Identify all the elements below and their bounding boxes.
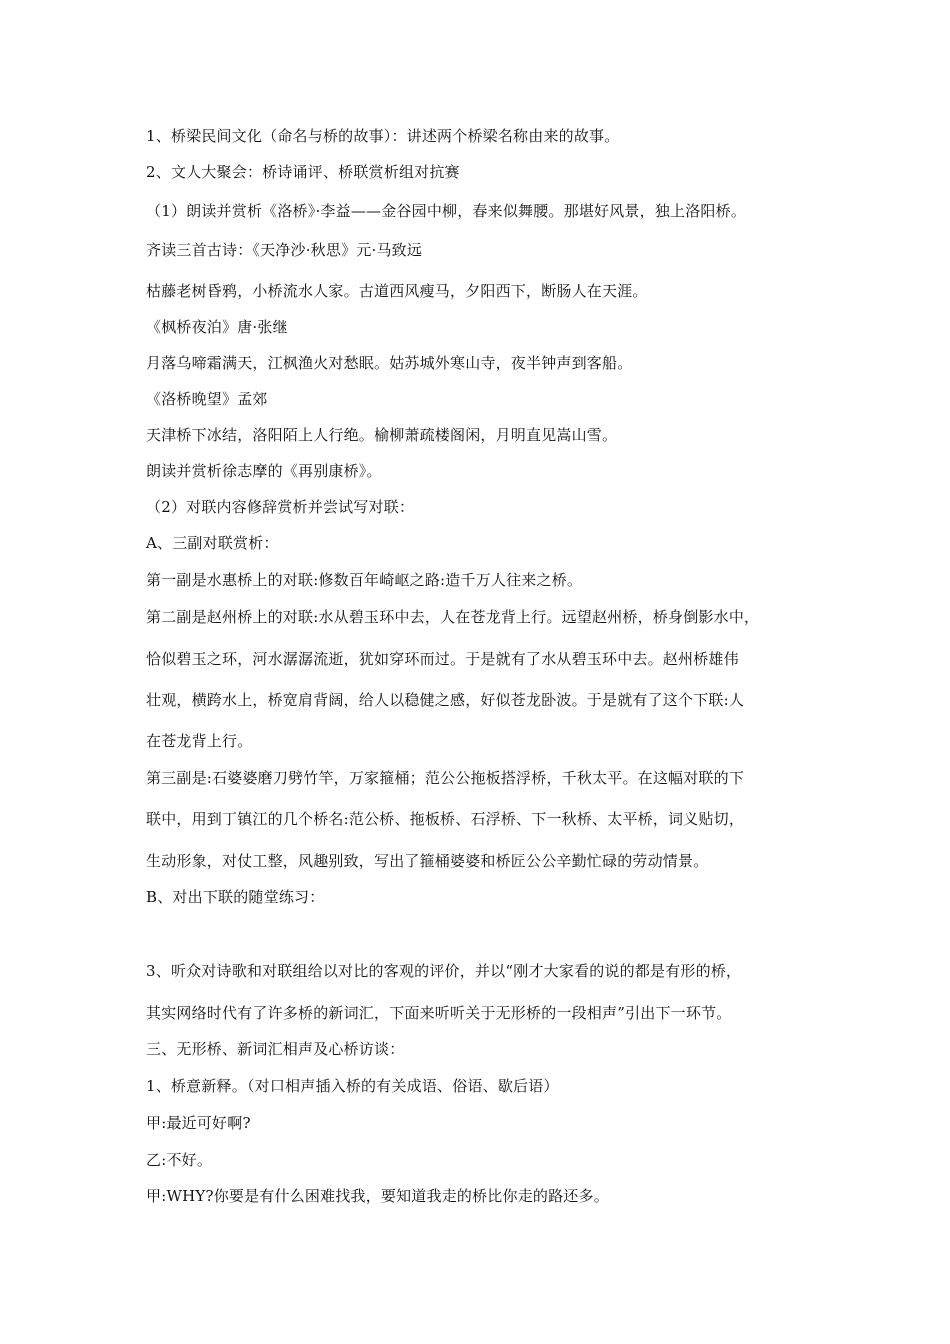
text-line: 壮观，横跨水上，桥宽肩背阔，给人以稳健之感，好似苍龙卧波。于是就有了这个下联:人 [146, 691, 745, 709]
text-line: 甲:WHY?你要是有什么困难找我，要知道我走的桥比你走的路还多。 [146, 1187, 609, 1205]
text-line: 甲:最近可好啊? [146, 1114, 251, 1132]
text-line: B、对出下联的随堂练习： [146, 888, 325, 906]
text-line: （2）对联内容修辞赏析并尝试写对联： [146, 498, 415, 516]
text-line: 天津桥下冰结，洛阳陌上人行绝。榆柳萧疏楼阁闲，月明直见嵩山雪。 [146, 426, 618, 444]
text-line: 2、文人大聚会：桥诗诵评、桥联赏析组对抗赛 [146, 163, 460, 181]
text-line: （1）朗读并赏析《洛桥》·李益——金谷园中柳，春来似舞腰。那堪好风景，独上洛阳桥。 [146, 202, 747, 220]
text-line: A、三副对联赏析： [146, 534, 279, 552]
text-line: 1、桥意新释。（对口相声插入桥的有关成语、俗语、歇后语） [146, 1077, 559, 1095]
text-line: 齐读三首古诗：《天净沙·秋思》元·马致远 [146, 241, 423, 259]
text-line: 其实网络时代有了许多桥的新词汇，下面来听听关于无形桥的一段相声”引出下一环节。 [146, 1004, 732, 1022]
text-line: 1、桥梁民间文化（命名与桥的故事）：讲述两个桥梁名称由来的故事。 [146, 127, 620, 145]
text-line: 《洛桥晚望》孟郊 [146, 390, 268, 408]
text-line: 恰似碧玉之环，河水潺潺流逝，犹如穿环而过。于是就有了水从碧玉环中去。赵州桥雄伟 [146, 650, 739, 668]
text-line: 乙:不好。 [146, 1151, 213, 1169]
text-line: 枯藤老树昏鸦，小桥流水人家。古道西风瘦马，夕阳西下，断肠人在天涯。 [146, 282, 648, 300]
text-line: 生动形象，对仗工整，风趣别致，写出了箍桶婆婆和桥匠公公辛勤忙碌的劳动情景。 [146, 852, 709, 870]
text-line: 3、听众对诗歌和对联组给以对比的客观的评价，并以“刚才大家看的说的都是有形的桥， [146, 962, 742, 980]
text-line: 月落乌啼霜满天，江枫渔火对愁眠。姑苏城外寒山寺，夜半钟声到客船。 [146, 354, 633, 372]
text-line: 第二副是赵州桥上的对联:水从碧玉环中去，人在苍龙背上行。远望赵州桥，桥身倒影水中， [146, 608, 760, 626]
text-line: 第三副是:石婆婆磨刀劈竹竿，万家箍桶；范公公拖板搭浮桥，千秋太平。在这幅对联的下 [146, 769, 745, 787]
text-line: 《枫桥夜泊》唐·张继 [146, 318, 288, 336]
text-line: 在苍龙背上行。 [146, 732, 253, 750]
text-line: 三、无形桥、新词汇相声及心桥访谈： [146, 1040, 405, 1058]
text-line: 联中，用到丁镇江的几个桥名:范公桥、拖板桥、石浮桥、下一秋桥、太平桥，词义贴切， [146, 810, 745, 828]
text-line: 第一副是水惠桥上的对联:修数百年崎岖之路:造千万人往来之桥。 [146, 571, 583, 589]
text-line: 朗读并赏析徐志摩的《再别康桥》。 [146, 462, 382, 480]
